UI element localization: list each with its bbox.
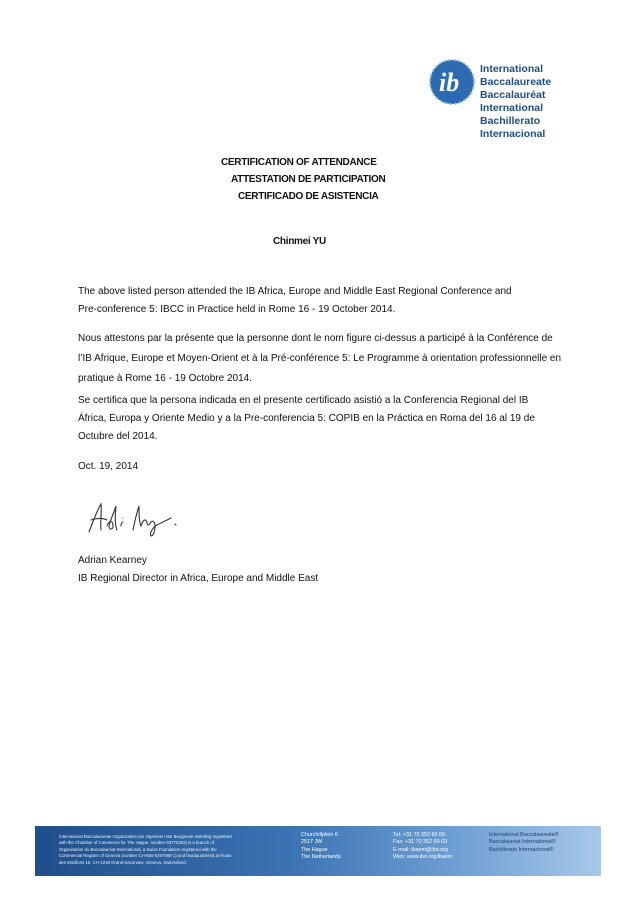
footer-legal-line: with the Chamber of Commerce for The Hague, number 50776253) is a branch of	[59, 840, 214, 846]
ib-logo	[428, 58, 608, 140]
paragraph-line: Octubre del 2014.	[78, 431, 158, 442]
ib-logo-icon	[428, 58, 476, 106]
footer-legal-line: Organisation du Baccalauréat International, a Swiss Foundation registered with the	[59, 846, 217, 852]
signer-name: Adrian Kearney	[78, 555, 147, 566]
footer-contact-line: Tel: +31 70 352 60 00	[393, 832, 446, 838]
paragraph-es	[78, 392, 568, 446]
footer-brand-line: International Baccalaureate®	[489, 832, 559, 838]
logo-text	[480, 63, 608, 141]
paragraph-fr	[78, 329, 568, 389]
handwritten-signature	[83, 496, 183, 538]
paragraph-en	[78, 283, 568, 319]
footer-contact	[393, 832, 453, 861]
footer-address-line: The Netherlands	[301, 853, 341, 860]
footer-contact-line: E-mail: ibaem@ibo.org	[393, 846, 448, 853]
footer-contact-line: Fax: +31 70 352 60 03	[393, 839, 448, 846]
title-en: CERTIFICATION OF ATTENDANCE	[221, 157, 377, 168]
paragraph-line: l’IB Afrique, Europe et Moyen-Orient et à la Pré-conférence 5: Le Programme à orientation professionnelle en	[78, 353, 562, 364]
logo-line-en: International Baccalaureate	[480, 63, 552, 88]
footer-banner	[35, 826, 601, 876]
title-fr: ATTESTATION DE PARTICIPATION	[231, 174, 386, 185]
footer-address-line: The Hague	[301, 846, 328, 853]
footer-contact-line: Web: www.ibo.org/ibaem	[393, 853, 453, 860]
footer-address-line: Churchillplein 6	[301, 832, 338, 838]
paragraph-line: África, Europa y Oriente Medio y a la Pre-conferencia 5: COPIB en la Práctica en Roma del 16 al 19 de	[78, 413, 535, 424]
paragraph-line: Se certifica que la persona indicada en el presente certificado asistió a la Conferencia Regional del IB	[78, 395, 529, 406]
paragraph-line: Pre-conference 5: IBCC in Practice held in Rome 16 - 19 October 2014.	[78, 304, 396, 315]
attendee-name: Chinmei YU	[273, 236, 326, 247]
title-es: CERTIFICADO DE ASISTENCIA	[238, 191, 379, 202]
logo-line-es: Bachillerato Internacional	[480, 115, 546, 140]
footer-address-line: 2517 JW	[301, 839, 323, 846]
paragraph-line: pratique à Rome 16 - 19 Octobre 2014.	[78, 373, 252, 384]
certificate-date: Oct. 19, 2014	[78, 461, 139, 472]
footer-legal-line: des Morillons 15, CH-1218 Grand-Saconnex, Geneva, Switzerland.	[59, 859, 187, 865]
signer-title: IB Regional Director in Africa, Europe and Middle East	[78, 573, 319, 584]
svg-text:ib: ib	[439, 68, 460, 97]
footer-legal-line: International Baccalaureate Organization (an Algemeen Nut Beogende Instelling registered	[59, 834, 232, 839]
footer-brand-line: Bachillerato Internacional®	[489, 846, 554, 853]
footer-brand	[489, 832, 559, 854]
paragraph-line: The above listed person attended the IB Africa, Europe and Middle East Regional Conference and	[78, 286, 512, 297]
footer-legal-line: Commercial Register of Geneva (number CH-660-0297968-1) and headquartered at Route	[59, 853, 232, 859]
footer-address	[301, 832, 341, 861]
footer-legal	[59, 834, 232, 866]
paragraph-line: Nous attestons par la présente que la personne dont le nom figure ci-dessus a participé à la Conférence de	[78, 333, 553, 344]
footer-brand-line: Baccalauréat International®	[489, 839, 556, 846]
signer-block	[78, 552, 318, 588]
logo-line-fr: Baccalauréat International	[480, 89, 546, 114]
